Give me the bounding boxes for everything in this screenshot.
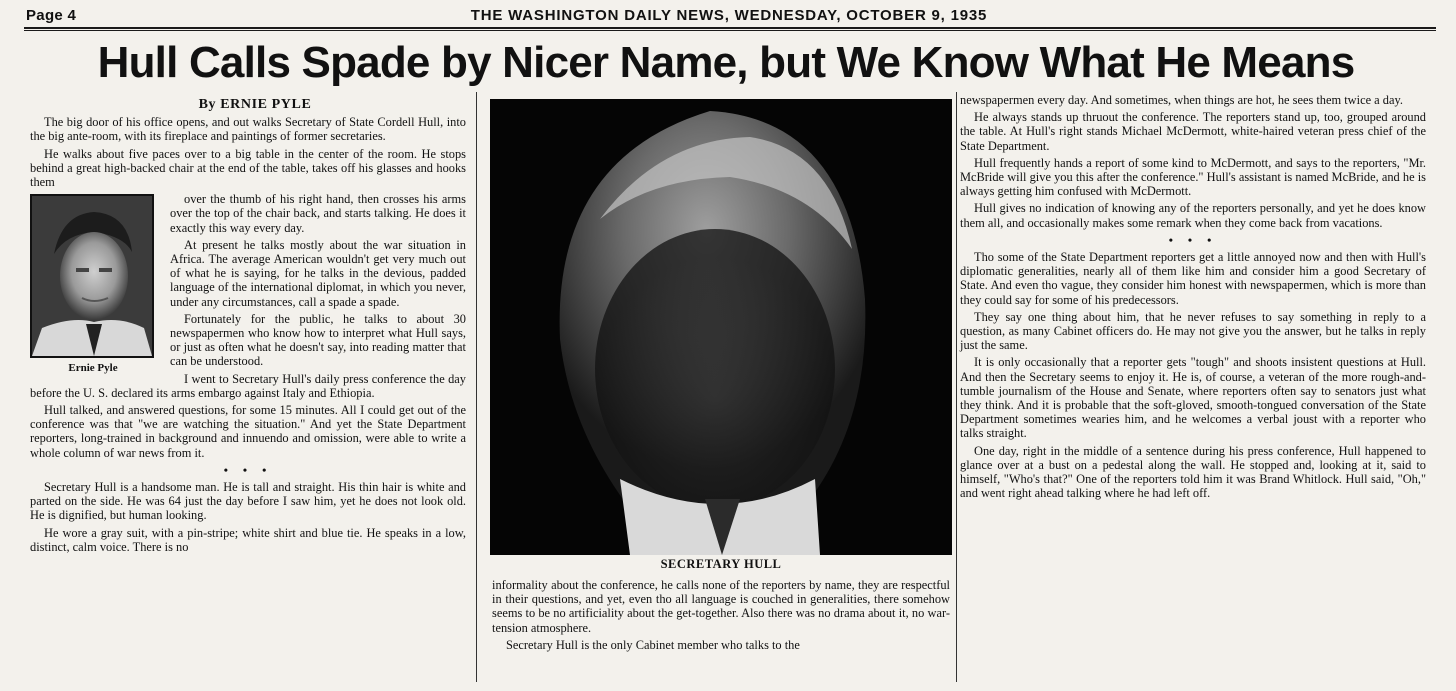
masthead-dateline: THE WASHINGTON DAILY NEWS, WEDNESDAY, OCTOBER 9, 1935	[470, 7, 988, 24]
paragraph: I went to Secretary Hull's daily press conference the day before the U. S. declared its arms embargo against Italy and Ethiopia.	[30, 371, 466, 400]
headline: Hull Calls Spade by Nicer Name, but We Know What He Means	[97, 38, 1355, 87]
section-break: • • •	[223, 462, 273, 477]
top-rule	[24, 27, 1436, 29]
secretary-hull-photo	[490, 99, 952, 555]
author-photo-caption: Ernie Pyle	[68, 362, 118, 375]
paragraph: At present he talks mostly about the war situation in Africa. The average American wouldn't get very much out of what he is saying, for he talks in the devious, padded language of the international diplomat, in which you never, under any circumstances, call a spade a spade.	[170, 237, 466, 309]
paragraph: Tho some of the State Department reporters get a little annoyed now and then with Hull's diplomatic generalities, nearly all of them like him and consider him a good Secretary of State. And even tho vague, they consider him honest with newspapermen, which is more than they could say for some of his predecessors.	[960, 250, 1426, 307]
column-3	[960, 93, 1426, 685]
paragraph: Hull talked, and answered questions, for some 15 minutes. All I could get out of the conference was that "we are watching the situation." And yet the State Department reporters, long-trained in background and innuendo and omission, were able to write a whole column of war news from it.	[30, 403, 466, 460]
paragraph: over the thumb of his right hand, then crosses his arms over the top of the chair back, and starts talking. He does it exactly this way every day.	[170, 192, 466, 235]
secretary-hull-photo-image	[490, 99, 952, 555]
paragraph: Hull frequently hands a report of some kind to McDermott, and says to the reporters, "Mr. McBride will give you this after the conference." Hull's assistant is named McBride, and he is always getting him confused with McDermott.	[960, 155, 1426, 199]
paragraph: They say one thing about him, that he never refuses to say something in reply to a question, as many Cabinet officers do. He may not give you the answer, but he talks in reply just the same.	[960, 309, 1426, 353]
paragraph: newspapermen every day. And sometimes, when things are hot, he sees them twice a day.	[960, 93, 1403, 107]
column-divider	[956, 92, 957, 682]
top-rule-thin	[24, 30, 1436, 31]
section-break: • • •	[1168, 232, 1218, 247]
paragraph: He always stands up thruout the conference. The reporters stand up, too, grouped around the table. At Hull's right stands Michael McDermott, white-haired veteran press chief of the State Department.	[960, 110, 1426, 153]
paragraph: He walks about five paces over to a big table in the center of the room. He stops behind a great high-backed chair at the end of the table, takes off his glasses and hooks them	[30, 146, 466, 190]
paragraph: Fortunately for the public, he talks to about 30 newspapermen who know how to interpret what Hull says, or just as often what he doesn't say, into reading matter that can be understood.	[170, 311, 466, 369]
folio-line	[26, 6, 1432, 26]
paragraph: One day, right in the middle of a sentence during his press conference, Hull happened to glance over at a bust on a pedestal along the wall. He stopped and, looking at it, said to himself, "Who's that?" One of the reporters told him it was Brand Whitlock. Hull said, "Oh," and went right ahead talking where he had left off.	[960, 443, 1426, 501]
paragraph: Secretary Hull is the only Cabinet member who talks to the	[506, 637, 800, 652]
author-photo-image	[32, 196, 152, 356]
column-2	[492, 578, 950, 688]
paragraph: It is only occasionally that a reporter gets "tough" and shoots insistent questions at Hull. And then the Secretary seems to enjoy it. He is, of course, a veteran of the more rough-and-tumble journalism of the House and Senate, where reporters often say to senators just what they think. And it is probable that the soft-gloved, smooth-tongued conversation of the State Department sometimes wearies him, and he welcomes a verbal joust with a reporter who talks straight.	[960, 355, 1426, 441]
paragraph: The big door of his office opens, and out walks Secretary of State Cordell Hull, into the big ante-room, with its fireplace and paintings of former secretaries.	[30, 115, 466, 144]
column-1	[30, 98, 466, 683]
byline: By ERNIE PYLE	[198, 97, 312, 112]
paragraph: Hull gives no indication of knowing any of the reporters personally, and yet he does know them all, and occasionally makes some remark when they come back from vacations.	[960, 201, 1426, 230]
page-number: Page 4	[26, 7, 77, 24]
author-portrait	[30, 194, 156, 375]
paragraph: informality about the conference, he calls none of the reporters by name, they are respectful in their questions, and yet, even tho all language is couched in generalities, there somehow seems to be no artificiality about the get-together. Also there was no drama about it, no war-tension atmosphere.	[492, 578, 950, 635]
author-photo	[30, 194, 154, 358]
column-divider	[476, 92, 477, 682]
paragraph: Secretary Hull is a handsome man. He is tall and straight. His thin hair is white and parted on the side. He was 64 just the day before I saw him, yet he does not look old. He is dignified, but human looking.	[30, 480, 466, 523]
paragraph: He wore a gray suit, with a pin-stripe; white shirt and blue tie. He speaks in a low, distinct, calm voice. There is no	[30, 525, 466, 554]
photo-caption: SECRETARY HULL	[660, 557, 782, 571]
